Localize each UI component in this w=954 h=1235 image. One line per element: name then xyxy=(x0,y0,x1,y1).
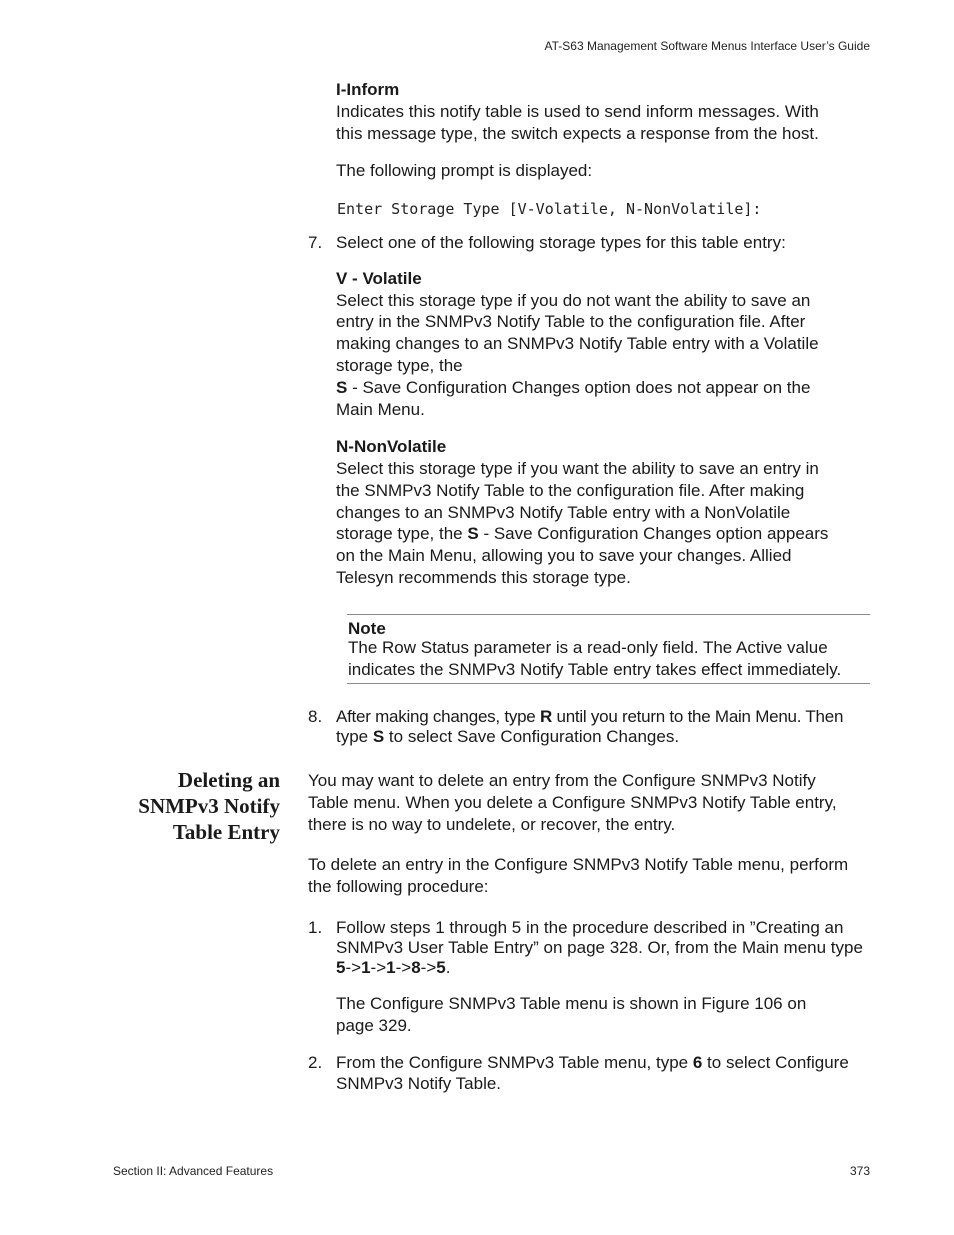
note-line-2: indicates the SNMPv3 Notify Table entry takes effect immediately. xyxy=(348,660,842,679)
nonvolatile-line-5: on the Main Menu, allowing you to save your changes. Allied xyxy=(336,546,792,565)
inform-desc-line-1: Indicates this notify table is used to send inform messages. With xyxy=(336,102,819,121)
volatile-line-1: Select this storage type if you do not want the ability to save an xyxy=(336,291,811,310)
step-8-line-2: type S to select Save Configuration Changes. xyxy=(336,727,680,746)
section-p2-line-2: the following procedure: xyxy=(308,877,489,896)
volatile-line-4: storage type, the xyxy=(336,356,463,375)
section-p1-line-3: there is no way to undelete, or recover, the entry. xyxy=(308,815,676,834)
step-1-sub-line-2: page 329. xyxy=(336,1016,412,1035)
nonvolatile-line-2: the SNMPv3 Notify Table to the configuration file. After making xyxy=(336,481,805,500)
key-s: S xyxy=(336,378,348,397)
step-8-line-1: After making changes, type R until you return to the Main Menu. Then xyxy=(336,707,844,726)
key-s: S xyxy=(467,524,479,543)
term-nonvolatile: N-NonVolatile xyxy=(336,437,447,456)
section-heading-line-1: Deleting an xyxy=(177,768,280,792)
inform-desc-line-2: this message type, the switch expects a response from the host. xyxy=(336,124,819,143)
section-p1-line-2: Table menu. When you delete a Configure SNMPv3 Notify Table entry, xyxy=(308,793,837,812)
step-2-line-2: SNMPv3 Notify Table. xyxy=(336,1074,502,1093)
step-1-key-sequence: 5->1->1->8->5. xyxy=(336,958,451,977)
prompt-code: Enter Storage Type [V-Volatile, N-NonVolatile]: xyxy=(337,200,762,218)
note-line-1: The Row Status parameter is a read-only field. The Active value xyxy=(348,638,828,657)
step-1-number: 1. xyxy=(308,918,323,937)
section-heading xyxy=(80,767,280,845)
section-heading-line-2: SNMPv3 Notify xyxy=(138,794,280,818)
term-inform: I-Inform xyxy=(336,80,400,99)
step-2-number: 2. xyxy=(308,1053,323,1072)
section-p1-line-1: You may want to delete an entry from the Configure SNMPv3 Notify xyxy=(308,771,816,790)
step-7-text: Select one of the following storage types for this table entry: xyxy=(336,233,786,252)
nonvolatile-line-3: changes to an SNMPv3 Notify Table entry with a NonVolatile xyxy=(336,503,791,522)
nonvolatile-line-1: Select this storage type if you want the ability to save an entry in xyxy=(336,459,819,478)
volatile-line-2: entry in the SNMPv3 Notify Table to the configuration file. After xyxy=(336,312,806,331)
volatile-line-3: making changes to an SNMPv3 Notify Table entry with a Volatile xyxy=(336,334,819,353)
volatile-line-5: S - Save Configuration Changes option does not appear on the xyxy=(336,378,811,397)
note-title: Note xyxy=(348,619,386,638)
nonvolatile-line-6: Telesyn recommends this storage type. xyxy=(336,568,631,587)
step-1-sub-line-1: The Configure SNMPv3 Table menu is shown in Figure 106 on xyxy=(336,994,807,1013)
footer-page-number: 373 xyxy=(849,1164,870,1178)
step-2-line-1: From the Configure SNMPv3 Table menu, type 6 to select Configure xyxy=(336,1053,849,1072)
key-r: R xyxy=(539,707,553,726)
prompt-intro: The following prompt is displayed: xyxy=(336,161,593,180)
section-p2-line-1: To delete an entry in the Configure SNMPv3 Notify Table menu, perform xyxy=(308,855,849,874)
section-heading-line-3: Table Entry xyxy=(172,820,280,844)
note-top-rule xyxy=(347,614,870,615)
step-7-number: 7. xyxy=(308,233,323,252)
volatile-line-6: Main Menu. xyxy=(336,400,425,419)
term-volatile: V - Volatile xyxy=(336,269,422,288)
step-1-line-2: SNMPv3 User Table Entry” on page 328. Or, from the Main menu type xyxy=(336,938,863,957)
step-1-line-1: Follow steps 1 through 5 in the procedure described in ”Creating an xyxy=(336,918,844,937)
note-bottom-rule xyxy=(347,683,870,684)
running-header: AT-S63 Management Software Menus Interface User’s Guide xyxy=(544,39,870,53)
key-s: S xyxy=(372,727,385,746)
key-6: 6 xyxy=(692,1053,703,1072)
footer-section: Section II: Advanced Features xyxy=(113,1164,274,1178)
step-8-number: 8. xyxy=(308,707,323,726)
nonvolatile-line-4: storage type, the S - Save Configuration Changes option appears xyxy=(336,524,829,543)
